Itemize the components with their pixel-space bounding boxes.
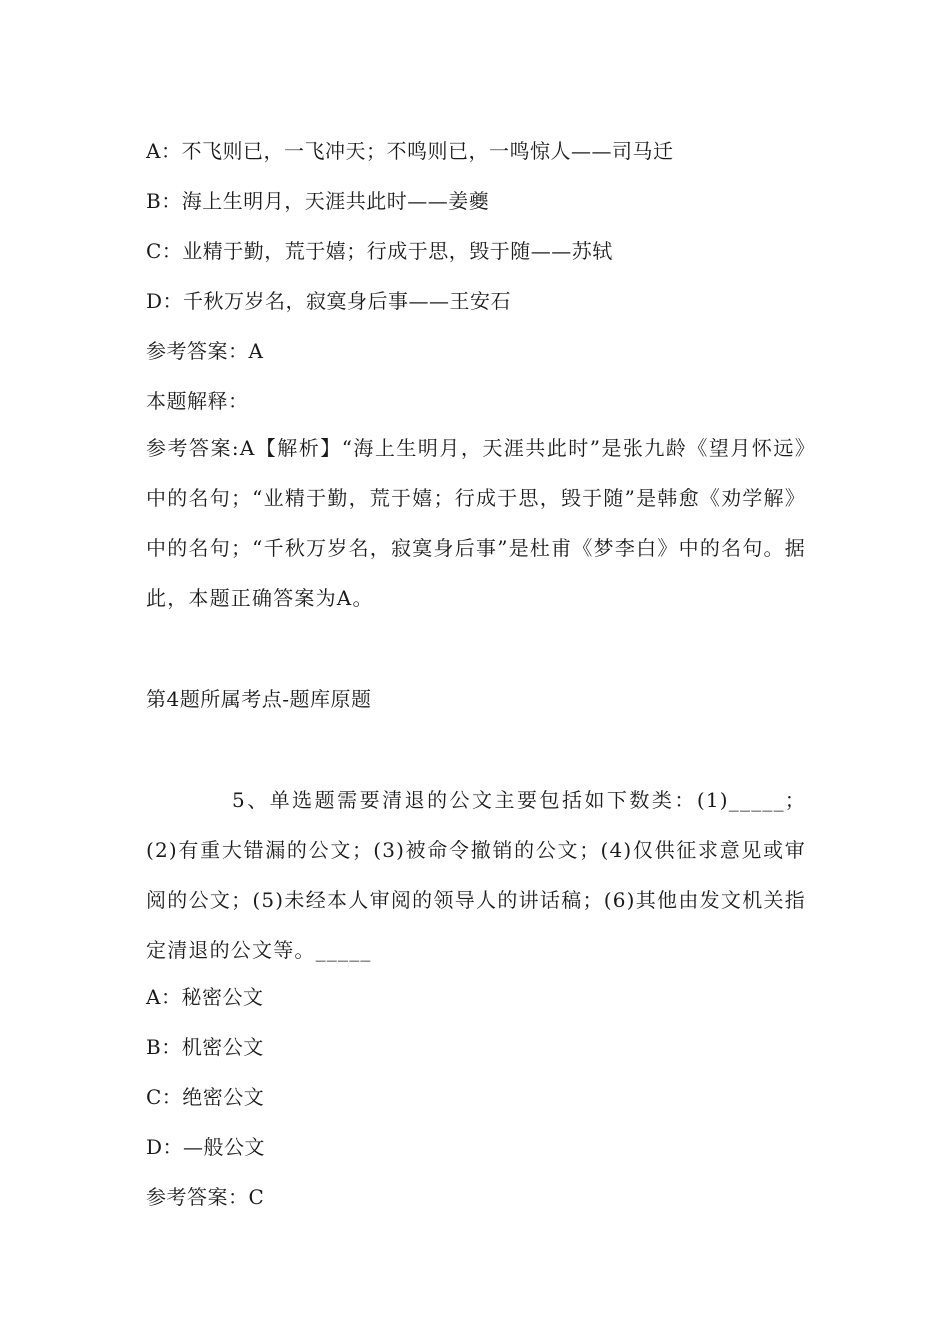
q4-explanation-label: 本题解释： bbox=[146, 389, 249, 413]
q4-option-a: A：不飞则已，一飞冲天；不鸣则已，一鸣惊人——司马迁 bbox=[146, 139, 674, 163]
q4-answer: 参考答案：A bbox=[146, 339, 264, 363]
q4-explanation: 参考答案:A【解析】“海上生明月，天涯共此时”是张九龄《望月怀远》中的名句；“业精于勤，荒于嬉；行成于思，毁于随”是韩愈《劝学解》中的名句；“千秋万岁名，寂寞身后事”是杜甫《梦李白》中的名句。据此，本题正确答案为A。 bbox=[146, 436, 806, 610]
q5-option-d: D：—般公文 bbox=[146, 1135, 266, 1159]
q5-option-a: A：秘密公文 bbox=[146, 985, 264, 1009]
q5-answer: 参考答案：C bbox=[146, 1185, 265, 1209]
q4-option-b: B：海上生明月，天涯共此时——姜夔 bbox=[146, 189, 490, 213]
q5-question: 5、单选题需要清退的公文主要包括如下数类：(1)_____；(2)有重大错漏的公文；(3)被命令撤销的公文；(4)仅供征求意见或审阅的公文；(5)未经本人审阅的领导人的讲话稿；(6)其他由发文机关指定清退的公文等。_____ bbox=[146, 788, 806, 962]
q4-option-c: C：业精于勤，荒于嬉；行成于思，毁于随——苏轼 bbox=[146, 239, 613, 263]
q5-option-c: C：绝密公文 bbox=[146, 1085, 265, 1109]
q5-option-b: B：机密公文 bbox=[146, 1035, 264, 1059]
q4-topic-note: 第4题所属考点-题库原题 bbox=[146, 687, 372, 711]
q4-option-d: D：千秋万岁名，寂寞身后事——王安石 bbox=[146, 289, 512, 313]
